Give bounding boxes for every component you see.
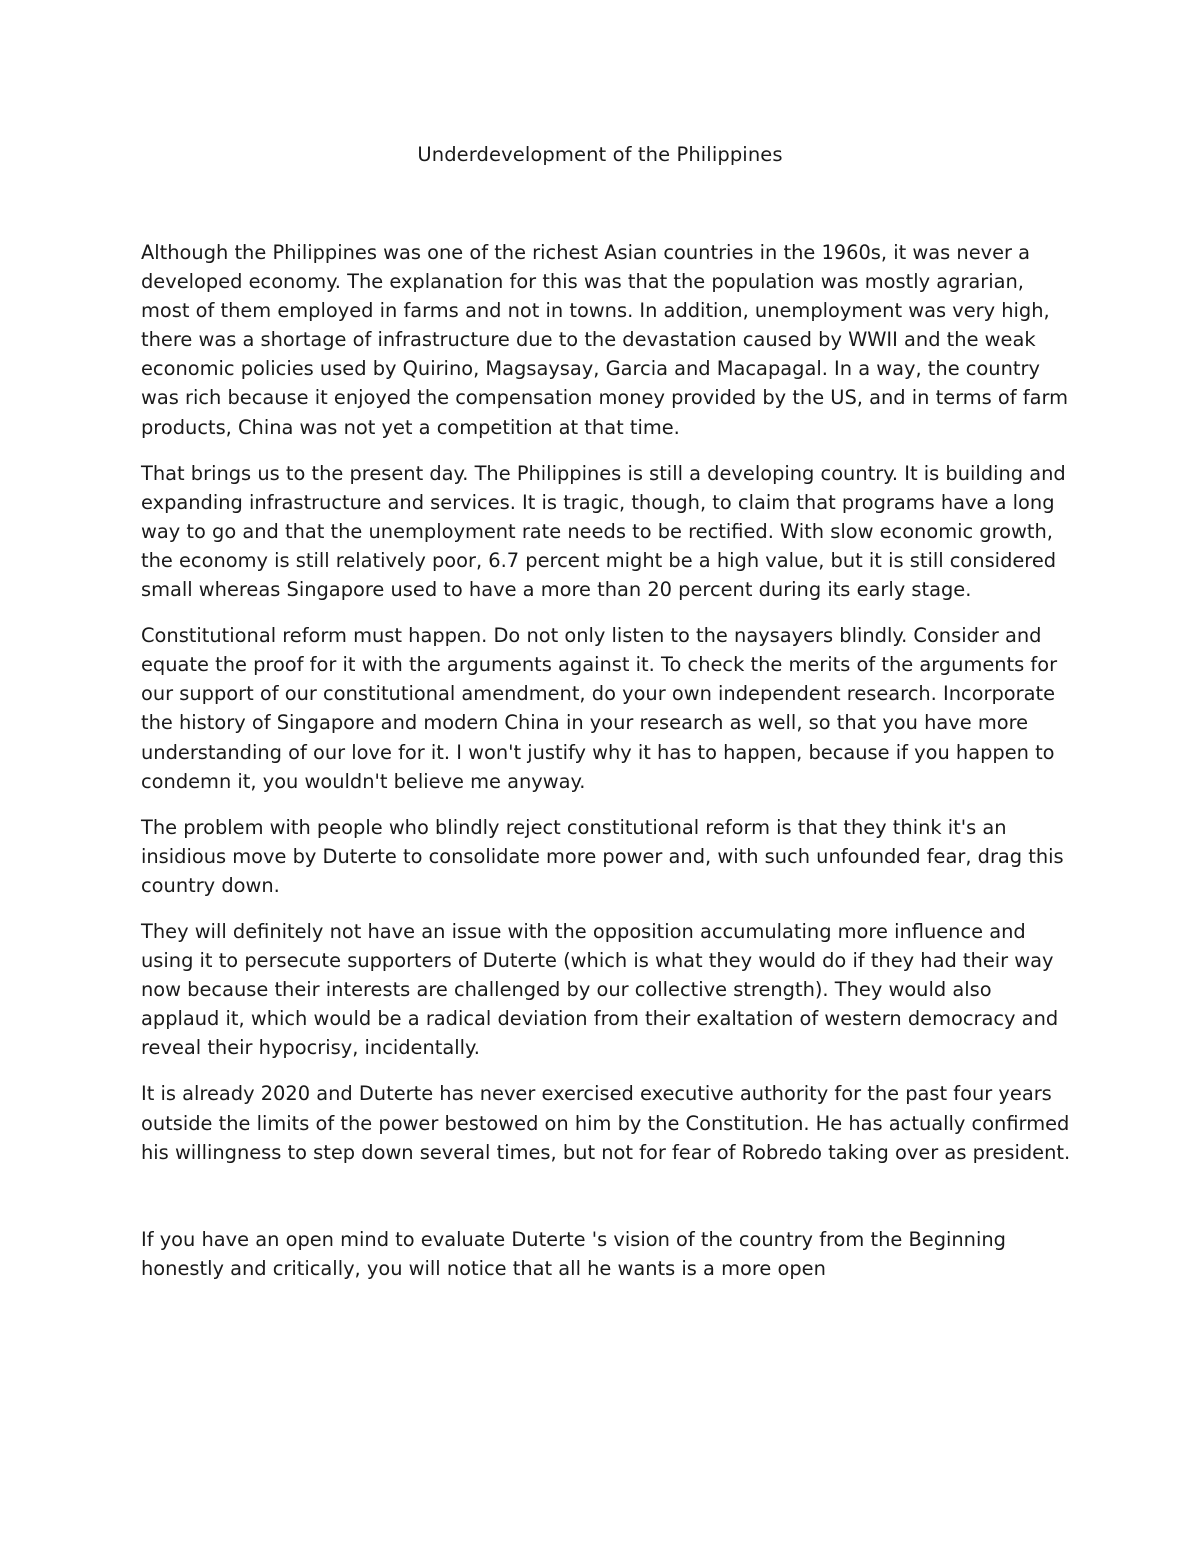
paragraph-2: That brings us to the present day. The Philippines is still a developing country. It is building and expanding infrastructure and services. It is tragic, though, to claim that programs have a long way to go and that the unemployment rate needs to be rectified. With slow economic growth, the economy is still relatively poor, 6.7 percent might be a high value, but it is still considered small whereas Singapore used to have a more than 20 percent during its early stage.: [141, 461, 1066, 602]
paragraph-4: The problem with people who blindly reject constitutional reform is that they think it's an insidious move by Duterte to consolidate more power and, with such unfounded fear, drag this country down.: [141, 815, 1064, 897]
paragraph-3: Constitutional reform must happen. Do not only listen to the naysayers blindly. Consider and equate the proof for it with the arguments against it. To check the merits of the arguments for our support of our constitutional amendment, do your own independent research. Incorporate the history of Singapore and modern China in your research as well, so that you have more understanding of our love for it. I won't justify why it has to happen, because if you happen to condemn it, you wouldn't believe me anyway.: [141, 624, 1058, 793]
paragraph-6: It is already 2020 and Duterte has never exercised executive authority for the past four years outside the limits of the power bestowed on him by the Constitution. He has actually confirmed his willingness to step down several times, but not for fear of Robredo taking over as president.: [141, 1082, 1071, 1164]
paragraph-7: If you have an open mind to evaluate Duterte 's vision of the country from the Beginning honestly and critically, you will notice that all he wants is a more open: [141, 1227, 1006, 1280]
document-body: [141, 238, 1071, 1300]
paragraph-1: Although the Philippines was one of the richest Asian countries in the 1960s, it was never a developed economy. The explanation for this was that the population was mostly agrarian, most of them employed in farms and not in towns. In addition, unemployment was very high, there was a shortage of infrastructure due to the devastation caused by WWII and the weak economic policies used by Quirino, Magsaysay, Garcia and Macapagal. In a way, the country was rich because it enjoyed the compensation money provided by the US, and in terms of farm products, China was not yet a competition at that time.: [141, 241, 1069, 439]
paragraph-5: They will definitely not have an issue with the opposition accumulating more influence and using it to persecute supporters of Duterte (which is what they would do if they had their way now because their interests are challenged by our collective strength). They would also applaud it, which would be a radical deviation from their exaltation of western democracy and reveal their hypocrisy, incidentally.: [141, 919, 1059, 1060]
document-title: Underdevelopment of the Philippines: [417, 143, 783, 166]
